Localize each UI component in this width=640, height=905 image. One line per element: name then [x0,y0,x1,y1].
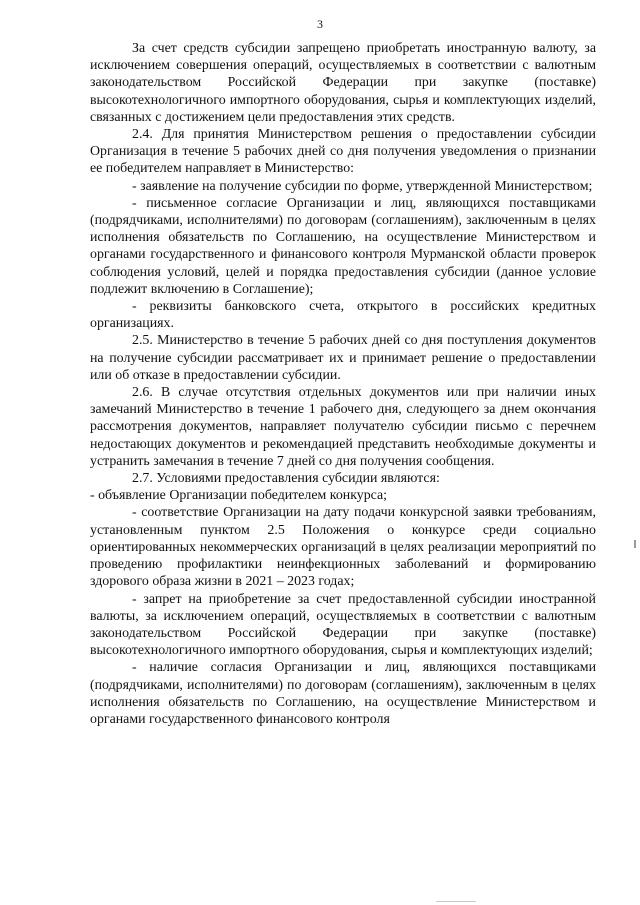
list-item-compliance: - соответствие Организации на дату подачи конкурсной заявки требованиям, установленным пунктом 2.5 Положения о конкурсе среди социально ориентированных некоммерческих организаций в целях реализации мероприятий по проведению профилактики неинфекционных заболеваний и формированию здорового образа жизни в 2021 – 2023 годах; [90,505,596,590]
paragraph-2-4: 2.4. Для принятия Министерством решения о предоставлении субсидии Организация в течение 5 рабочих дней со дня получения уведомления о признании ее победителем направляет в Министерство: [90,127,596,177]
paragraph-2-6: 2.6. В случае отсутствия отдельных документов или при наличии иных замечаний Министерство в течение 1 рабочего дня, следующего за днем окончания рассмотрения документов, направляет получателю субсидии письмо с перечнем недостающих документов и рекомендацией представить необходимые документы и устранить замечания в течение 7 дней со дня получения сообщения. [90,385,596,469]
document-body [90,40,596,728]
list-item-consent: - наличие согласия Организации и лиц, являющихся поставщиками (подрядчиками, исполнителями) по договорам (соглашениям), заключенным в целях исполнения обязательств по Соглашению, на осуществление Министерством и органами государственного финансового контроля [90,660,596,727]
paragraph-2-7: 2.7. Условиями предоставления субсидии являются: [132,471,440,487]
page-number: 3 [317,17,323,31]
list-item-bank-details: - реквизиты банковского счета, открытого в российских кредитных организациях. [90,299,596,332]
list-item-winner: - объявление Организации победителем конкурса; [90,488,388,504]
scan-artifact-footer [436,901,476,902]
paragraph-currency-restriction: За счет средств субсидии запрещено приобретать иностранную валюту, за исключением совершения операций, осуществляемых в соответствии с валютным законодательством Российской Федерации при закупке (поставке) высокотехнологичного импортного оборудования, сырья и комплектующих изделий, связанных с достижением цели предоставления этих средств. [90,41,596,125]
list-item-currency-ban: - запрет на приобретение за счет предоставленной субсидии иностранной валюты, за исключением операций, осуществляемых в соответствии с валютным законодательством Российской Федерации при закупке (поставке) высокотехнологичного импортного оборудования, сырья и комплектующих изделий; [90,591,596,659]
list-item-application: - заявление на получение субсидии по форме, утвержденной Министерством; [132,178,593,194]
paragraph-2-5: 2.5. Министерство в течение 5 рабочих дней со дня поступления документов на получение субсидии рассматривает их и принимает решение о предоставлении или об отказе в предоставлении субсидии. [90,333,596,383]
list-item-written-consent: - письменное согласие Организации и лиц, являющихся поставщиками (подрядчиками, исполнителями) по договорам (соглашениям), заключенным в целях исполнения обязательств по Соглашению, на осуществление Министерством и органами государственного и финансового контроля Мурманской области проверок соблюдения условий, целей и порядка предоставления субсидии (данное условие подлежит включению в Соглашение); [90,195,596,297]
scan-artifact [634,540,636,548]
